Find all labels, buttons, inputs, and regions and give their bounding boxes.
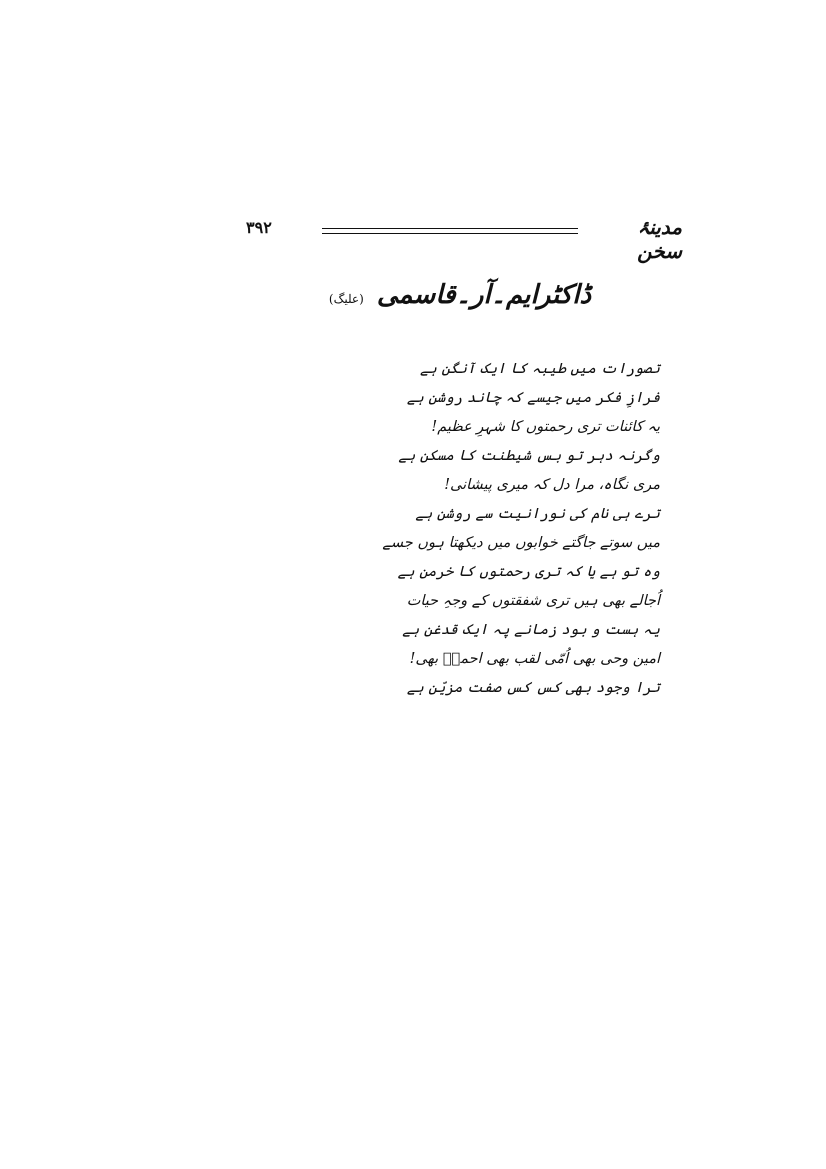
header-double-rule [322, 228, 578, 234]
verse-line: وگرنہ دہر تو بس شیطنت کا مسکن ہے [398, 448, 660, 464]
couplet [250, 645, 660, 703]
verse-line: ترا وجود بھی کس کس صفت مزیّن ہے [406, 680, 660, 696]
verse-line: تصورات میں طیبہ کا ایک آنگن ہے [419, 361, 660, 377]
page-number: ۳۹۲ [246, 218, 272, 237]
poem-title [300, 280, 620, 310]
couplet [250, 471, 660, 529]
verse-line: یہ ہست و بود زمانے پہ ایک قدغن ہے [402, 622, 660, 638]
verse-line: یہ کائنات تری رحمتوں کا شہرِ عظیم! [431, 419, 660, 435]
couplet [250, 529, 660, 587]
poem-body [250, 355, 660, 703]
couplet [250, 413, 660, 471]
verse-line: میں سوتے جاگتے خوابوں میں دیکھتا ہوں جسے [382, 535, 660, 551]
verse-line: فرازِ فکر میں جیسے کہ چاند روشن ہے [406, 390, 660, 406]
author-tag: (علیگ) [328, 292, 364, 306]
verse-line: وہ تو ہے یا کہ تری رحمتوں کا خرمن ہے [397, 564, 660, 580]
couplet [250, 355, 660, 413]
book-title: مدینۂ سخن [637, 215, 682, 263]
verse-line: مری نگاہ، مرا دل کہ میری پیشانی! [444, 477, 660, 493]
verse-line: امین وحی بھی اُمّی لقب بھی احمدؐ بھی! [409, 651, 660, 667]
couplet [250, 587, 660, 645]
verse-line: ترے ہی نام کی نورانیت سے روشن ہے [415, 506, 660, 522]
verse-line: اُجالے بھی ہیں تری شفقتوں کے وجہِ حیات [406, 593, 660, 609]
author-name: ڈاکٹرایم۔آر۔قاسمی [376, 280, 592, 310]
